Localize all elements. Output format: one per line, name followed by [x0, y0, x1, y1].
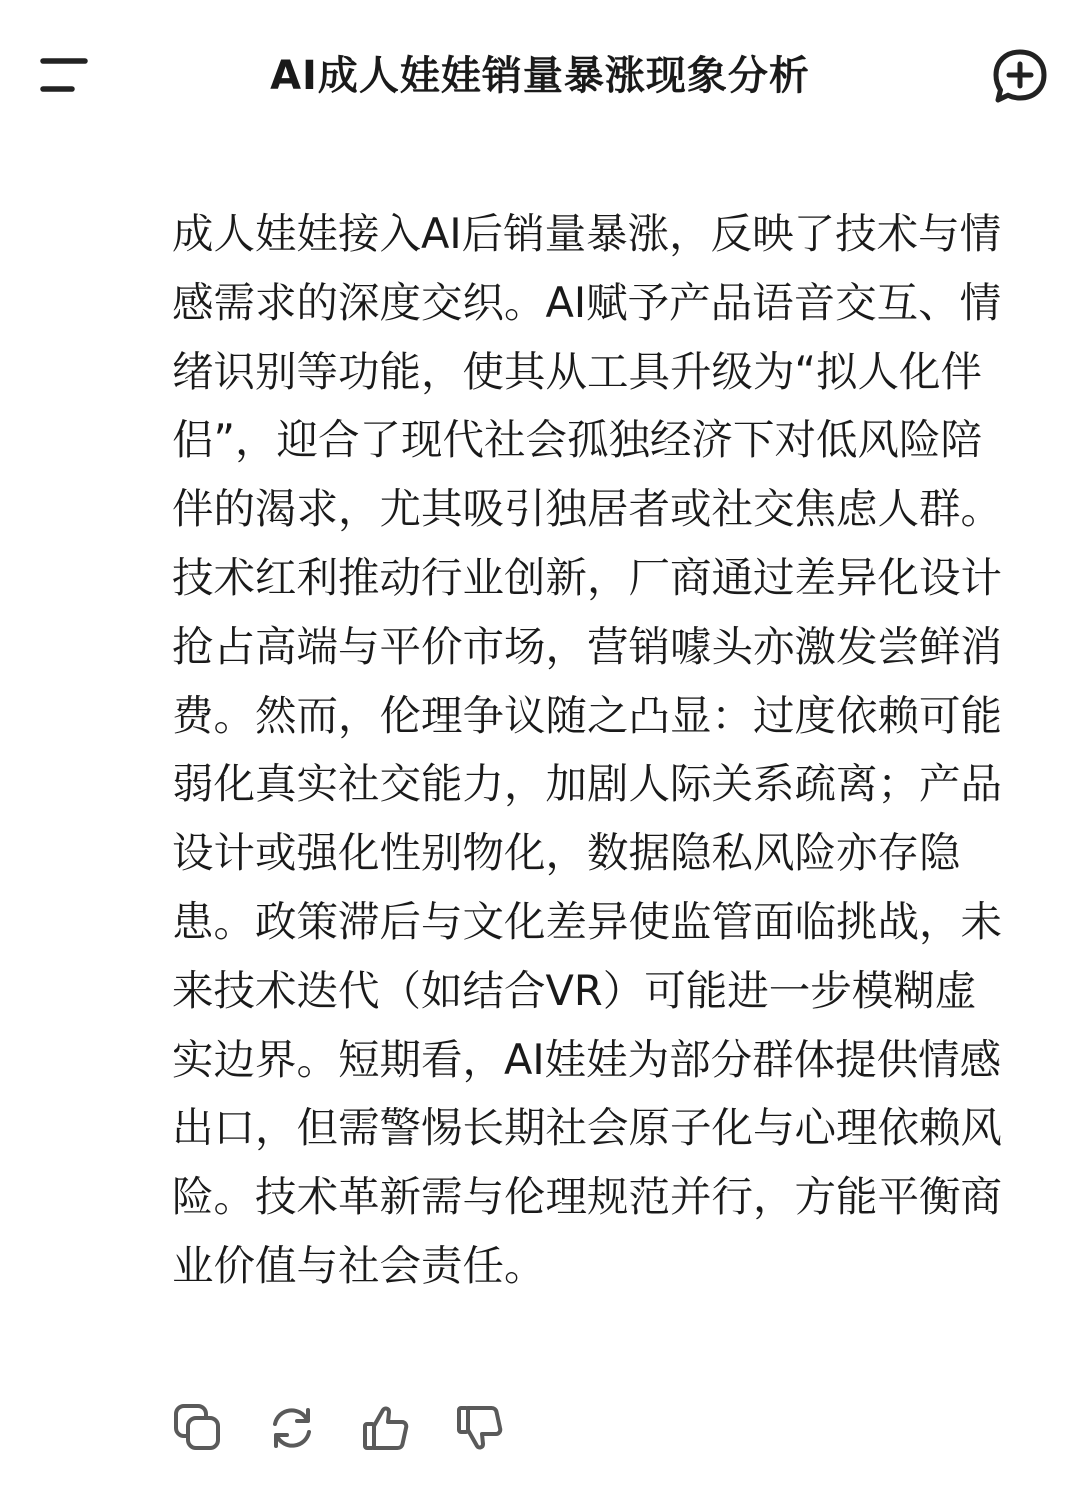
thumbs-up-icon — [358, 1400, 414, 1456]
top-bar — [0, 0, 1080, 150]
new-chat-icon — [986, 44, 1056, 108]
regenerate-button[interactable] — [264, 1400, 320, 1456]
thumbs-down-icon — [452, 1400, 508, 1456]
copy-icon — [170, 1400, 226, 1456]
assistant-message-text: 成人娃娃接入AI后销量暴涨，反映了技术与情感需求的深度交织。AI赋予产品语音交互、情绪识别等功能，使其从工具升级为“拟人化伴侣”，迎合了现代社会孤独经济下对低风险陪伴的渴求，尤其吸引独居者或社交焦虑人群。技术红利推动行业创新，厂商通过差异化设计抢占高端与平价市场，营销噱头亦激发尝鲜消费。然而，伦理争议随之凸显：过度依赖可能弱化真实社交能力，加剧人际关系疏离；产品设计或强化性别物化，数据隐私风险亦存隐患。政策滞后与文化差异使监管面临挑战，未来技术迭代（如结合VR）可能进一步模糊虚实边界。短期看，AI娃娃为部分群体提供情感出口，但需警惕长期社会原子化与心理依赖风险。技术革新需与伦理规范并行，方能平衡商业价值与社会责任。 — [172, 209, 1003, 1290]
copy-button[interactable] — [170, 1400, 226, 1456]
thumbs-up-button[interactable] — [358, 1400, 414, 1456]
regenerate-icon — [264, 1400, 320, 1456]
message-actions — [170, 1400, 570, 1456]
new-chat-button[interactable] — [986, 44, 1056, 108]
menu-button[interactable] — [28, 44, 98, 108]
menu-icon — [28, 44, 98, 108]
page-title: AI成人娃娃销量暴涨现象分析 — [270, 53, 810, 99]
thumbs-down-button[interactable] — [452, 1400, 508, 1456]
